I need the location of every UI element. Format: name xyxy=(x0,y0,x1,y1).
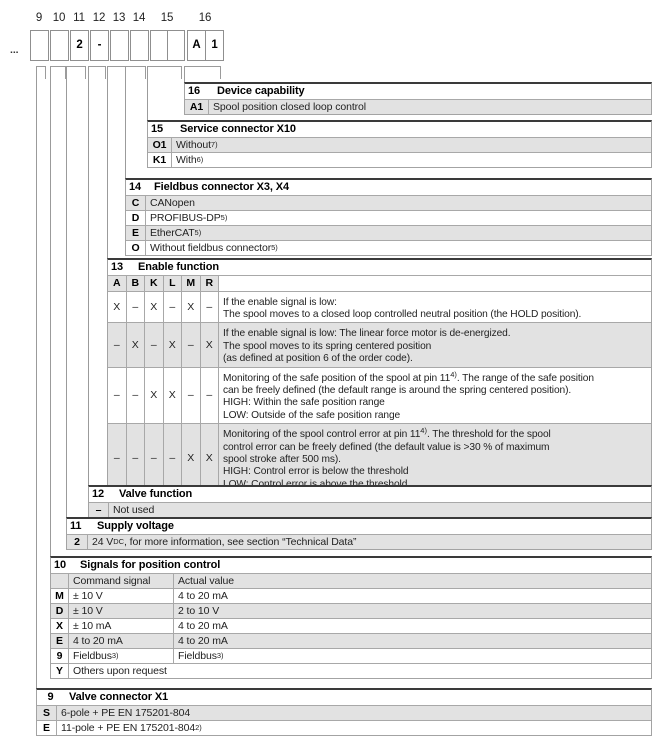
option-description xyxy=(146,241,651,255)
enable-mark: X xyxy=(108,292,127,323)
table-row xyxy=(108,291,651,323)
table-row xyxy=(51,663,651,678)
option-code: K1 xyxy=(148,153,172,167)
actual-value-cell: Fieldbus 3) xyxy=(178,649,224,662)
section-15-title: Service connector X10 xyxy=(180,123,296,136)
command-signal-cell: 4 to 20 mA xyxy=(69,634,174,648)
section-12-title: Valve function xyxy=(119,488,193,501)
section-14-fieldbus-connector xyxy=(125,178,652,256)
code-box-15-cell-1 xyxy=(151,31,167,60)
enable-mark: – xyxy=(164,292,183,323)
table-row xyxy=(126,225,651,240)
enable-column-a: A xyxy=(108,276,127,291)
section-16-device-capability xyxy=(184,82,652,115)
option-description: Others upon request xyxy=(73,664,167,677)
section-14-number: 14 xyxy=(129,181,142,194)
enable-mark: X xyxy=(201,424,220,492)
section-16-title: Device capability xyxy=(217,85,305,98)
section-14-title: Fieldbus connector X3, X4 xyxy=(154,181,290,194)
enable-mark: X xyxy=(145,368,164,424)
code-box-15-cell-2 xyxy=(167,31,184,60)
footnote-ref: 5) xyxy=(220,212,228,222)
section-10-title: Signals for position control xyxy=(80,559,221,572)
field-label-15: 15 xyxy=(160,12,174,24)
enable-column-b: B xyxy=(127,276,146,291)
enable-mark: X xyxy=(164,323,183,366)
table-row xyxy=(185,99,651,114)
command-signal-cell: ± 10 V xyxy=(69,604,174,618)
option-text: Without xyxy=(176,138,211,151)
option-code: 9 xyxy=(51,649,69,663)
option-description xyxy=(57,706,651,720)
table-row xyxy=(51,648,651,663)
field-label-12: 12 xyxy=(92,12,106,24)
option-text: CANopen xyxy=(150,196,195,209)
enable-description: Monitoring of the spool control error at pin 11$^{4)}$. The threshold for the spool control error can be freely defined (the default value is >30 % of maximum spool stroke after 500 ms). HIGH: Control error is below the threshold xyxy=(223,426,551,478)
option-code: O1 xyxy=(148,138,172,152)
option-code: O xyxy=(126,241,146,255)
option-code: E xyxy=(51,634,69,648)
option-description xyxy=(57,721,651,735)
section-15-service-connector xyxy=(147,120,652,168)
column-header-command-signal: Command signal xyxy=(69,574,174,588)
option-text: , for more information, see section “Technical Data” xyxy=(124,535,357,548)
section-10-header xyxy=(51,558,651,573)
enable-description: Monitoring of the safe position of the spool at pin 11$^{4)}$. The range of the safe position can be freely defined (the default range is around the spring centered position). HIGH: Within the safe position range LOW: Outside of the safe position range xyxy=(223,369,594,421)
code-box-16-cell-2: 1 xyxy=(205,31,223,60)
enable-mark: – xyxy=(182,323,201,366)
enable-column-l: L xyxy=(164,276,183,291)
signals-column-header-row xyxy=(51,573,651,588)
section-14-header xyxy=(126,180,651,195)
section-15-header xyxy=(148,122,651,137)
enable-mark: – xyxy=(108,424,127,492)
table-row xyxy=(51,618,651,633)
command-signal-cell: ± 10 V xyxy=(69,589,174,603)
section-12-number: 12 xyxy=(92,488,105,501)
option-code: M xyxy=(51,589,69,603)
section-16-header xyxy=(185,84,651,99)
option-description xyxy=(88,535,651,549)
table-row xyxy=(89,502,651,517)
section-11-number: 11 xyxy=(70,520,82,533)
table-row xyxy=(67,534,651,549)
enable-mark: – xyxy=(145,323,164,366)
section-9-number: 9 xyxy=(47,691,54,704)
table-row xyxy=(126,195,651,210)
option-text: 11-pole + PE EN 175201-804 xyxy=(61,721,196,734)
section-10-signals xyxy=(50,556,652,679)
field-label-10: 10 xyxy=(52,12,66,24)
code-box-14 xyxy=(130,30,149,61)
field-label-16: 16 xyxy=(198,12,212,24)
table-row xyxy=(37,705,651,720)
enable-mark: X xyxy=(164,368,183,424)
field-label-11: 11 xyxy=(73,12,85,24)
enable-mark: – xyxy=(164,424,183,492)
enable-column-m: M xyxy=(182,276,201,291)
section-9-title: Valve connector X1 xyxy=(69,691,169,704)
actual-value-cell: 4 to 20 mA xyxy=(178,589,228,602)
subscript-dc: DC xyxy=(113,536,125,546)
section-13-header xyxy=(108,260,651,275)
table-row xyxy=(51,588,651,603)
option-code: X xyxy=(51,619,69,633)
table-row xyxy=(148,152,651,167)
table-row xyxy=(108,367,651,424)
code-box-11: 2 xyxy=(70,30,89,61)
section-12-valve-function xyxy=(88,485,652,518)
table-row xyxy=(126,240,651,255)
actual-value-cell: 4 to 20 mA xyxy=(178,619,228,632)
option-code: D xyxy=(51,604,69,618)
option-description xyxy=(172,153,651,167)
option-code: S xyxy=(37,706,57,720)
empty-code-cell xyxy=(51,574,69,588)
footnote-ref: 5) xyxy=(271,242,278,252)
code-box-16 xyxy=(187,30,224,61)
field-label-14: 14 xyxy=(132,12,146,24)
section-11-supply-voltage xyxy=(66,517,652,550)
option-code: E xyxy=(126,226,146,240)
code-box-9 xyxy=(30,30,49,61)
command-signal-cell: ± 10 mA xyxy=(69,619,174,633)
enable-mark: X xyxy=(127,323,146,366)
enable-mark: – xyxy=(127,424,146,492)
field-label-9: 9 xyxy=(35,12,43,24)
option-code: D xyxy=(126,211,146,225)
section-9-header xyxy=(37,690,651,705)
enable-mark: – xyxy=(127,292,146,323)
footnote-ref: 2) xyxy=(195,722,202,732)
option-description: Not used xyxy=(113,503,155,516)
option-description xyxy=(146,226,651,240)
enable-column-k: K xyxy=(145,276,164,291)
option-code: Y xyxy=(51,664,69,678)
option-text: Without fieldbus connector xyxy=(150,241,272,254)
enable-column-r: R xyxy=(201,276,220,291)
actual-value-cell: 2 to 10 V xyxy=(178,604,220,617)
code-box-10 xyxy=(50,30,69,61)
enable-mark: X xyxy=(182,424,201,492)
table-row xyxy=(51,603,651,618)
section-12-header xyxy=(89,487,651,502)
enable-letters-spacer xyxy=(219,276,651,291)
code-box-12: - xyxy=(90,30,109,61)
option-code: C xyxy=(126,196,146,210)
section-11-header xyxy=(67,519,651,534)
enable-mark: – xyxy=(108,368,127,424)
enable-mark: – xyxy=(201,368,220,424)
footnote-ref: 6) xyxy=(196,154,204,164)
code-box-16-cell-1: A xyxy=(192,39,201,52)
code-box-13 xyxy=(110,30,129,61)
table-row xyxy=(108,322,651,366)
table-row xyxy=(126,210,651,225)
footnote-ref: 5) xyxy=(194,227,202,237)
field-label-13: 13 xyxy=(112,12,126,24)
enable-letters-row xyxy=(108,275,651,291)
option-code: A1 xyxy=(185,100,209,114)
option-text: EtherCAT xyxy=(150,226,195,239)
section-13-enable-function xyxy=(107,258,652,493)
enable-mark: – xyxy=(145,424,164,492)
column-header-actual-value: Actual value xyxy=(178,574,235,587)
option-text: 24 V xyxy=(92,535,114,548)
command-signal-cell: Fieldbus 3) xyxy=(69,649,174,663)
enable-mark: – xyxy=(108,323,127,366)
section-16-number: 16 xyxy=(188,85,201,98)
option-code: E xyxy=(37,721,57,735)
option-text: PROFIBUS-DP xyxy=(150,211,221,224)
enable-description: If the enable signal is low: The spool moves to a closed loop controlled neutral position (the HOLD position). xyxy=(223,296,582,320)
section-15-number: 15 xyxy=(151,123,164,136)
option-description xyxy=(172,138,651,152)
enable-mark: – xyxy=(201,292,220,323)
footnote-ref: 7) xyxy=(210,139,218,149)
section-10-number: 10 xyxy=(54,559,67,572)
option-code: 2 xyxy=(67,535,88,549)
table-row xyxy=(108,423,651,492)
table-row xyxy=(148,137,651,152)
option-description xyxy=(146,196,651,210)
actual-value-cell: 4 to 20 mA xyxy=(178,634,228,647)
option-description: Spool position closed loop control xyxy=(213,100,367,113)
enable-description: If the enable signal is low: The linear force motor is de-energized. The spool moves to its spring centered position (as defined at position 6 of the order code). xyxy=(223,328,511,365)
section-11-title: Supply voltage xyxy=(97,520,174,533)
section-13-title: Enable function xyxy=(138,261,220,274)
code-box-15 xyxy=(150,30,185,61)
code-ellipsis: ... xyxy=(10,44,19,56)
option-text: With xyxy=(176,153,197,166)
option-code: – xyxy=(89,503,109,517)
option-text: 6-pole + PE EN 175201-804 xyxy=(61,706,191,719)
enable-mark: X xyxy=(145,292,164,323)
section-9-valve-connector xyxy=(36,688,652,736)
enable-mark: – xyxy=(182,368,201,424)
table-row xyxy=(51,633,651,648)
enable-mark: – xyxy=(127,368,146,424)
section-13-number: 13 xyxy=(111,261,124,274)
option-description xyxy=(146,211,651,225)
table-row xyxy=(37,720,651,735)
enable-mark: X xyxy=(182,292,201,323)
enable-mark: X xyxy=(201,323,220,366)
